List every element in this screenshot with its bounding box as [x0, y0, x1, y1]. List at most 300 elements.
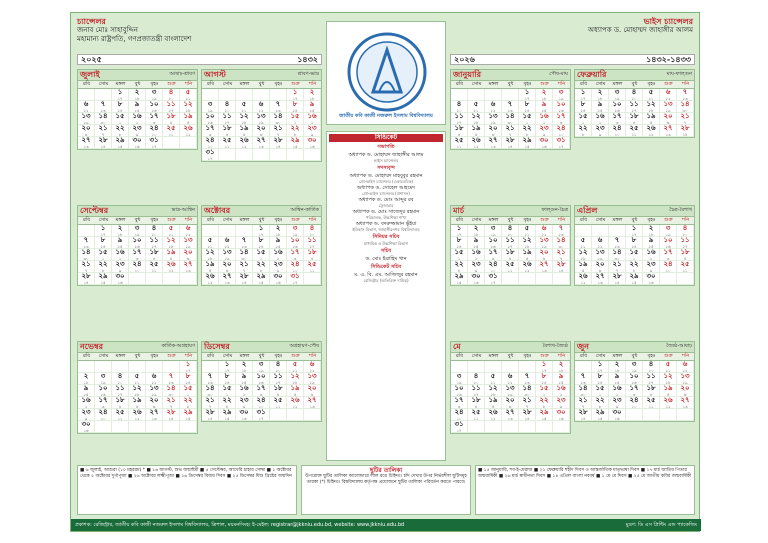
bangla-date: ২০ — [309, 232, 315, 237]
day-cell — [236, 385, 253, 397]
weekday-label: বুধ — [507, 353, 514, 359]
day-cell — [660, 125, 677, 137]
bangla-date: ১০ — [258, 404, 264, 409]
bangla-date: ১৮ — [309, 96, 315, 101]
day-cell — [270, 113, 287, 125]
weekday-label: মঙ্গল — [488, 353, 499, 359]
day-number: ২ — [83, 373, 89, 380]
day-cell — [468, 421, 485, 433]
day-cell — [129, 397, 146, 409]
bangla-date: ২৪ — [100, 244, 106, 249]
day-cell — [609, 361, 626, 373]
bangla-date: ২ — [118, 256, 122, 261]
weekday-label: সোম — [471, 217, 482, 223]
day-cell — [643, 361, 660, 373]
day-cell — [236, 261, 253, 273]
day-number: ১৯ — [205, 261, 215, 268]
day-number: ১৬ — [646, 249, 656, 256]
day-cell — [112, 421, 129, 433]
bangla-date: ৭ — [101, 132, 105, 137]
bangla-date: ২ — [242, 392, 246, 397]
bangla-date: ১ — [457, 256, 461, 261]
bangla-date: ৪ — [649, 392, 653, 397]
bangla-date: ৭ — [276, 132, 280, 137]
bangla-date: ২০ — [117, 380, 123, 385]
day-cell — [146, 249, 163, 261]
day-number: ৩ — [100, 373, 106, 380]
bangla-date: ২৮ — [473, 120, 479, 125]
day-number: ২৮ — [166, 409, 176, 416]
day-cell — [468, 261, 485, 273]
bangla-date: ৩ — [559, 120, 563, 125]
day-cell — [502, 125, 519, 137]
day-number: ১১ — [471, 385, 481, 392]
bangla-date: ২৫ — [541, 108, 547, 113]
bangla-date: ২৫ — [614, 380, 620, 385]
bangla-date: ২৯ — [224, 256, 230, 261]
bangla-date: ৭ — [683, 120, 687, 125]
day-number: ৮ — [117, 101, 123, 108]
bangla-date: ৬ — [186, 256, 190, 261]
day-cell — [519, 385, 536, 397]
bangla-date: ২৬ — [614, 108, 620, 113]
bangla-date: ১২ — [185, 132, 191, 137]
day-number: ৩০ — [239, 409, 249, 416]
day-number: ২ — [117, 225, 123, 232]
weekday-label: বৃহঃ — [150, 81, 159, 87]
bangla-date: ১৬ — [241, 416, 247, 421]
day-cell — [451, 409, 468, 421]
day-cell — [112, 249, 129, 261]
day-cell — [660, 261, 677, 273]
day-cell — [519, 421, 536, 433]
day-cell — [575, 225, 592, 237]
bangla-date: ৯ — [242, 404, 246, 409]
year-bar-right — [450, 54, 695, 65]
day-cell — [575, 113, 592, 125]
bangla-date: ১৫ — [185, 416, 191, 421]
day-cell — [485, 385, 502, 397]
day-number: ২২ — [290, 125, 300, 132]
day-cell — [502, 273, 519, 285]
day-number: ১৬ — [273, 249, 283, 256]
day-number: ১৭ — [556, 113, 566, 120]
day-cell — [304, 101, 321, 113]
day-cell — [163, 273, 180, 285]
bangla-date: ১৪ — [558, 268, 564, 273]
day-number: ৮ — [597, 373, 603, 380]
day-cell — [163, 237, 180, 249]
holiday-notes-left: ■ ৬ জুলাই, আশুরা (১০ মহররম) * ■ ১৬ আগস্ট, শুভ জন্মাষ্টমী ■ ৫ সেপ্টেম্বর, আখেরি চাহার সোম্বা ■ ১ অক্টোবর থেকে ৫ অক্টোবর দুর্গাপূজা ■ ২৬ অক্টোবর লক্ষ্মীপূজা ■ ১৬ ডিসেম্বর বিজয় দিবস ■ ২৫ ডিসেম্বর যিশু খ্রিষ্টের জন্মদিন — [77, 465, 297, 515]
weekday-label: সোম — [222, 217, 233, 223]
day-cell — [553, 137, 570, 149]
day-cell — [660, 249, 677, 261]
day-cell — [163, 409, 180, 421]
day-cell — [146, 137, 163, 149]
day-number: ২৯ — [629, 273, 639, 280]
day-cell — [502, 113, 519, 125]
month-bangla-range: মাঘ-ফাল্গুন — [666, 71, 692, 77]
day-cell — [519, 373, 536, 385]
member-4-name: অধ্যাপক ড. মোঃ সাজেদুর রহমান — [352, 209, 420, 215]
day-cell — [129, 101, 146, 113]
day-cell — [677, 361, 694, 373]
bangla-date: ১৭ — [258, 232, 264, 237]
day-number: ১৫ — [629, 249, 639, 256]
day-number: ৫ — [524, 225, 530, 232]
bangla-date: ১৯ — [151, 96, 157, 101]
day-number: ৩ — [490, 225, 496, 232]
day-cell — [219, 397, 236, 409]
day-cell — [287, 137, 304, 149]
bangla-date: ১৪ — [83, 280, 89, 285]
day-number: ২৭ — [505, 409, 515, 416]
day-number: ৪ — [631, 89, 637, 96]
bangla-date: ১১ — [507, 268, 513, 273]
day-cell — [677, 113, 694, 125]
day-number: ২১ — [273, 125, 283, 132]
day-cell — [451, 261, 468, 273]
day-number: ২৭ — [256, 137, 266, 144]
day-cell — [95, 409, 112, 421]
weekday-label: শনি — [184, 81, 193, 87]
bangla-date: ১৮ — [134, 96, 140, 101]
day-number: ১১ — [149, 237, 159, 244]
day-cell — [609, 249, 626, 261]
weekday-label: সোম — [222, 353, 233, 359]
weekday-label: সোম — [471, 353, 482, 359]
day-number: ২৪ — [132, 261, 142, 268]
month-bangla-range: আষাঢ়-শ্রাবণ — [169, 71, 195, 77]
day-number: ১০ — [149, 101, 159, 108]
day-number: ১৯ — [663, 385, 673, 392]
day-number: ১১ — [222, 113, 232, 120]
day-cell — [553, 385, 570, 397]
bangla-date: ১০ — [631, 404, 637, 409]
bangla-date: ১১ — [117, 416, 123, 421]
day-cell — [95, 101, 112, 113]
weekday-label: শনি — [308, 81, 317, 87]
day-cell — [270, 373, 287, 385]
logo-text: জাতীয় কবি কাজী নজরুল ইসলাম বিশ্ববিদ্যালয় — [339, 113, 433, 119]
day-cell — [575, 89, 592, 101]
day-cell — [553, 273, 570, 285]
bangla-date: ১৮ — [117, 232, 123, 237]
day-number: ১৩ — [539, 237, 549, 244]
weekday-label: শনি — [681, 81, 690, 87]
day-cell — [304, 89, 321, 101]
bangla-date: ১৫ — [541, 416, 547, 421]
bangla-date: ৩০ — [558, 244, 564, 249]
month-name: অক্টোবর — [204, 205, 231, 215]
day-number: ২১ — [522, 397, 532, 404]
day-number: ১৪ — [680, 101, 690, 108]
day-cell — [287, 149, 304, 161]
bangla-date: ১ — [259, 256, 263, 261]
day-cell — [236, 137, 253, 149]
bangla-date: ১৫ — [117, 144, 123, 149]
day-cell — [180, 385, 197, 397]
bangla-date: ১৩ — [83, 144, 89, 149]
bangla-date: ৪ — [508, 256, 512, 261]
day-cell — [219, 113, 236, 125]
bangla-date: ১৪ — [100, 144, 106, 149]
day-number: ২৯ — [98, 273, 108, 280]
day-cell — [146, 225, 163, 237]
footer-publisher: প্রকাশক: রেজিস্ট্রার, জাতীয় কবি কাজী নজরুল ইসলাম বিশ্ববিদ্যালয়, ত্রিশাল, ময়মনসিংহ। ই-মেইল: registrar@jkkniu.edu.bd, website: www.jkkniu.edu.bd — [75, 522, 405, 528]
day-cell — [163, 89, 180, 101]
bangla-date: ৪ — [310, 256, 314, 261]
day-number: ৫ — [241, 101, 247, 108]
month-name: আগস্ট — [204, 69, 226, 79]
day-number: ৭ — [241, 237, 247, 244]
day-grid — [78, 89, 197, 149]
day-number: ২৬ — [239, 137, 249, 144]
day-cell — [592, 261, 609, 273]
member-5-desig: ইতিহাস বিভাগ, জাহাঙ্গীরনগর বিশ্ববিদ্যালয় — [352, 227, 420, 232]
bangla-date: ১২ — [665, 404, 671, 409]
day-number: ১৫ — [222, 385, 232, 392]
month-6 — [450, 205, 571, 286]
bangla-date: ২৩ — [241, 244, 247, 249]
day-number: ২৩ — [307, 125, 317, 132]
day-cell — [180, 421, 197, 433]
day-cell — [609, 101, 626, 113]
day-cell — [112, 397, 129, 409]
day-cell — [304, 237, 321, 249]
weekday-label: সোম — [98, 353, 109, 359]
day-number: ৬ — [597, 237, 603, 244]
bangla-date: ১ — [225, 392, 229, 397]
bangla-date: ২০ — [456, 108, 462, 113]
bangla-date: ১৪ — [580, 416, 586, 421]
day-number: ১৩ — [488, 113, 498, 120]
day-cell — [78, 397, 95, 409]
day-cell — [451, 273, 468, 285]
day-number: ১০ — [556, 101, 566, 108]
day-number: ১৩ — [595, 249, 605, 256]
bangla-date: ২২ — [490, 108, 496, 113]
day-number: ২৮ — [578, 409, 588, 416]
day-cell — [592, 237, 609, 249]
bangla-date: ২৫ — [473, 244, 479, 249]
day-cell — [643, 225, 660, 237]
weekday-label: শনি — [308, 353, 317, 359]
day-cell — [253, 113, 270, 125]
bangla-date: ৯ — [598, 132, 602, 137]
year-bn-right: ১৪৩২-১৪৩৩ — [646, 55, 691, 64]
day-number: ২৪ — [663, 261, 673, 268]
day-number: ২৩ — [239, 397, 249, 404]
day-cell — [112, 385, 129, 397]
day-cell — [112, 101, 129, 113]
day-number: ১৩ — [81, 113, 91, 120]
day-cell — [485, 237, 502, 249]
bangla-date: ১১ — [648, 404, 654, 409]
bangla-date: ১৫ — [456, 280, 462, 285]
day-number: ২৯ — [595, 409, 605, 416]
day-cell — [112, 373, 129, 385]
bangla-date: ২৮ — [185, 108, 191, 113]
day-cell — [163, 361, 180, 373]
day-cell — [78, 137, 95, 149]
bangla-date: ৫ — [242, 132, 246, 137]
weekday-label: বৃহঃ — [274, 353, 283, 359]
day-cell — [468, 125, 485, 137]
day-number: ১৪ — [578, 385, 588, 392]
weekday-label: রবি — [207, 353, 214, 359]
day-number: ৪ — [168, 89, 174, 96]
day-number: ২৮ — [273, 137, 283, 144]
bangla-date: ২৮ — [134, 392, 140, 397]
bangla-date: ২৯ — [665, 108, 671, 113]
weekday-label: শুক্র — [291, 217, 300, 223]
bangla-date: ১৪ — [507, 144, 513, 149]
day-cell — [253, 237, 270, 249]
weekday-label: মঙ্গল — [612, 217, 623, 223]
day-cell — [287, 113, 304, 125]
day-number: ২৯ — [222, 409, 232, 416]
day-cell — [451, 101, 468, 113]
day-cell — [270, 125, 287, 137]
day-number: ১৮ — [273, 385, 283, 392]
day-cell — [592, 385, 609, 397]
day-cell — [592, 361, 609, 373]
day-cell — [112, 261, 129, 273]
day-number: ৮ — [524, 101, 530, 108]
day-number: ২ — [614, 361, 620, 368]
day-number: ২৪ — [98, 409, 108, 416]
day-cell — [553, 261, 570, 273]
bangla-date: ৩ — [457, 404, 461, 409]
weekday-label: মঙ্গল — [488, 217, 499, 223]
holiday-notes-center — [301, 465, 471, 515]
day-cell — [643, 409, 660, 421]
day-cell — [485, 137, 502, 149]
day-number: ৫ — [207, 237, 213, 244]
day-cell — [163, 249, 180, 261]
day-cell — [236, 249, 253, 261]
weekday-label: রবি — [580, 353, 587, 359]
day-number: ১০ — [629, 373, 639, 380]
bangla-date: ১৫ — [524, 144, 530, 149]
day-number: ২৯ — [115, 137, 125, 144]
day-number: ৬ — [541, 225, 547, 232]
month-2 — [450, 69, 571, 150]
day-number: ২৯ — [454, 273, 464, 280]
day-cell — [451, 237, 468, 249]
day-cell — [129, 225, 146, 237]
bangla-date: ১৫ — [597, 416, 603, 421]
bangla-date: ১৯ — [258, 368, 264, 373]
month-name: এপ্রিল — [577, 205, 598, 215]
day-cell — [660, 225, 677, 237]
day-number: ৩০ — [307, 137, 317, 144]
day-cell — [468, 113, 485, 125]
day-cell — [485, 397, 502, 409]
bangla-date: ২৮ — [168, 244, 174, 249]
day-number: ১৫ — [454, 249, 464, 256]
day-cell — [95, 249, 112, 261]
weekday-row — [575, 80, 694, 89]
day-number: ২০ — [307, 385, 317, 392]
bangla-date: ৮ — [225, 404, 229, 409]
day-cell — [519, 137, 536, 149]
day-cell — [660, 89, 677, 101]
day-number: ১ — [580, 89, 586, 96]
day-cell — [163, 373, 180, 385]
bangla-date: ৩ — [666, 256, 670, 261]
day-cell — [146, 261, 163, 273]
day-number: ৭ — [682, 89, 688, 96]
weekday-label: শনি — [557, 217, 566, 223]
day-number: ১৭ — [98, 397, 108, 404]
day-cell — [451, 125, 468, 137]
bangla-date: ৫ — [474, 132, 478, 137]
day-number: ২০ — [222, 261, 232, 268]
weekday-row — [575, 352, 694, 361]
month-header — [575, 342, 694, 352]
day-cell — [95, 361, 112, 373]
day-cell — [553, 361, 570, 373]
day-cell — [502, 373, 519, 385]
bangla-date: ১৬ — [473, 280, 479, 285]
day-cell — [626, 409, 643, 421]
day-cell — [304, 125, 321, 137]
day-number: ২ — [597, 89, 603, 96]
bangla-date: ৩ — [615, 120, 619, 125]
day-cell — [219, 385, 236, 397]
member-3-desig: ট্রেজারার — [378, 203, 394, 208]
day-number: ১৬ — [471, 249, 481, 256]
month-header — [202, 206, 321, 216]
bangla-date: ৬ — [508, 404, 512, 409]
day-number: ৪ — [648, 361, 654, 368]
day-cell — [519, 249, 536, 261]
day-cell — [502, 409, 519, 421]
day-cell — [626, 261, 643, 273]
day-number: ২৩ — [556, 397, 566, 404]
bangla-date: ৪ — [225, 132, 229, 137]
bangla-date: ২২ — [597, 244, 603, 249]
bangla-date: ২১ — [207, 244, 213, 249]
day-cell — [146, 125, 163, 137]
bangla-date: ৩ — [152, 120, 156, 125]
day-cell — [287, 409, 304, 421]
weekday-label: রবি — [83, 217, 90, 223]
day-number: ২২ — [539, 397, 549, 404]
day-number: ৩ — [134, 225, 140, 232]
month-header — [78, 342, 197, 352]
day-cell — [78, 249, 95, 261]
secretary-desig: মাধ্যমিক ও উচ্চশিক্ষা বিভাগ — [363, 241, 409, 246]
bangla-date: ১৫ — [631, 280, 637, 285]
weekday-label: বৃহঃ — [274, 217, 283, 223]
day-number: ১৭ — [629, 385, 639, 392]
day-cell — [304, 225, 321, 237]
weekday-label: শনি — [557, 353, 566, 359]
bangla-date: ২০ — [275, 368, 281, 373]
day-cell — [236, 237, 253, 249]
bangla-date: ১৭ — [541, 368, 547, 373]
day-cell — [202, 273, 219, 285]
bangla-date: ২ — [276, 256, 280, 261]
day-cell — [129, 125, 146, 137]
day-number: ২১ — [556, 249, 566, 256]
day-cell — [519, 225, 536, 237]
weekday-label: বৃহঃ — [647, 353, 656, 359]
day-number: ২১ — [98, 125, 108, 132]
